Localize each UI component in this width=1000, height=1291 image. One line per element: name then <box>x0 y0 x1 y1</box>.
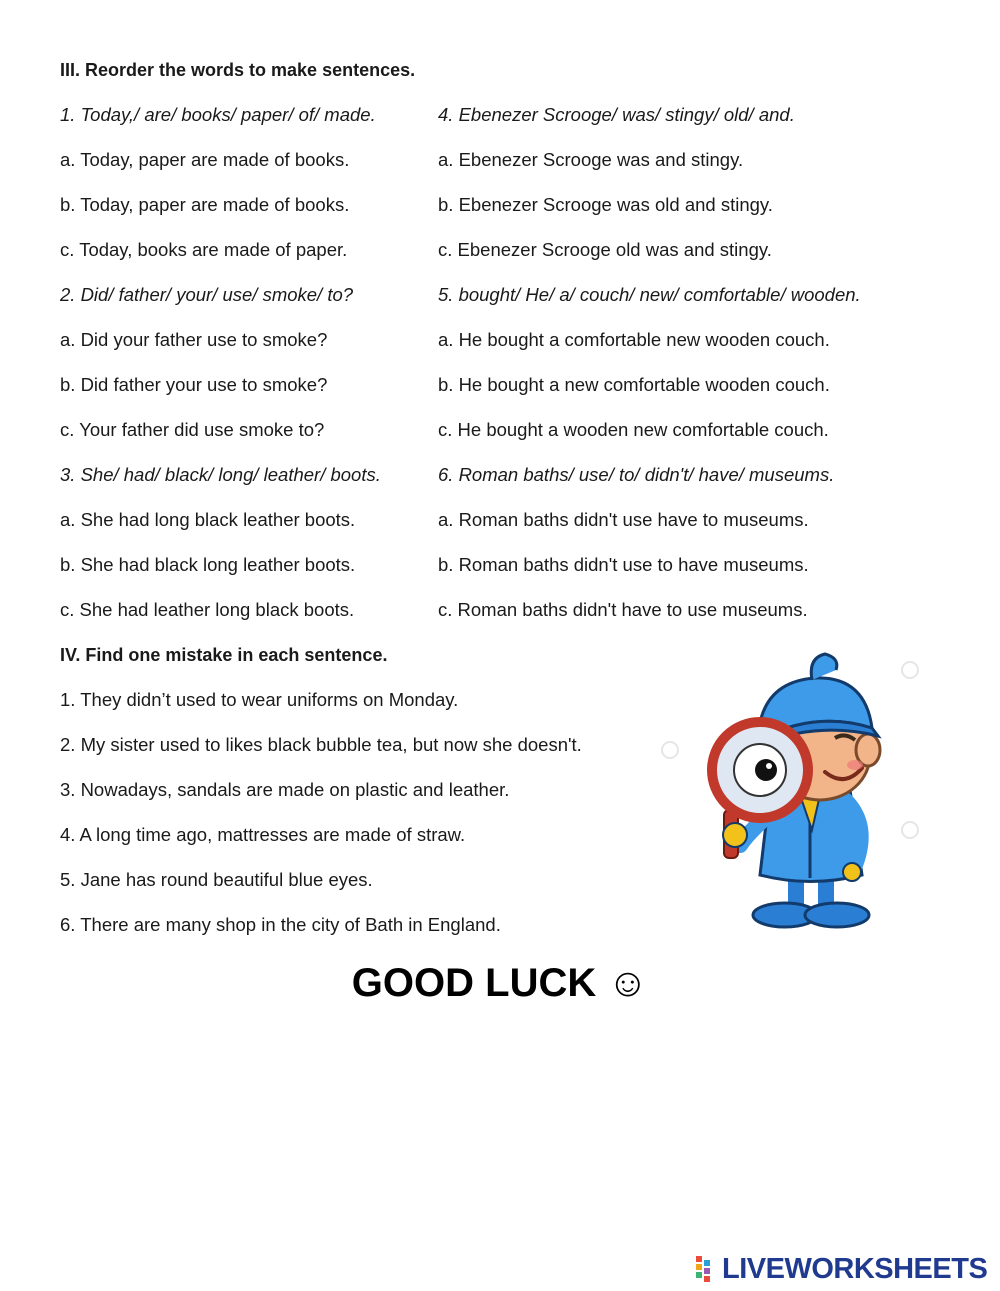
question-2-prompt: 2. Did/ father/ your/ use/ smoke/ to? <box>60 284 354 305</box>
question-1-prompt: 1. Today,/ are/ books/ paper/ of/ made. <box>60 104 376 125</box>
question-3-option-a: a. She had long black leather boots. <box>60 509 356 530</box>
detective-icon <box>640 640 970 940</box>
question-6-prompt: 6. Roman baths/ use/ to/ didn't/ have/ museums. <box>438 464 835 485</box>
question-2-option-c: c. Your father did use smoke to? <box>60 419 325 440</box>
mistake-sentence-3: 3. Nowadays, sandals are made on plastic and leather. <box>60 779 510 800</box>
mistake-sentence-6: 6. There are many shop in the city of Bath in England. <box>60 914 501 935</box>
mistake-sentence-5: 5. Jane has round beautiful blue eyes. <box>60 869 373 890</box>
section-3-heading: III. Reorder the words to make sentences. <box>60 60 416 80</box>
good-luck-message: GOOD LUCK ☺ <box>351 961 649 1005</box>
question-6-option-a: a. Roman baths didn't use have to museums. <box>438 509 809 530</box>
question-4-option-c: c. Ebenezer Scrooge old was and stingy. <box>438 239 772 260</box>
question-3-prompt: 3. She/ had/ black/ long/ leather/ boots. <box>60 464 381 485</box>
section-4-heading: IV. Find one mistake in each sentence. <box>60 645 388 665</box>
question-2-option-b: b. Did father your use to smoke? <box>60 374 328 395</box>
mistake-sentence-1: 1. They didn’t used to wear uniforms on Monday. <box>60 689 459 710</box>
question-2-option-a: a. Did your father use to smoke? <box>60 329 328 350</box>
question-4-prompt: 4. Ebenezer Scrooge/ was/ stingy/ old/ and. <box>438 104 795 125</box>
question-5-option-c: c. He bought a wooden new comfortable couch. <box>438 419 829 440</box>
brand-name: LIVEWORKSHEETS <box>722 1252 988 1285</box>
question-1-option-c: c. Today, books are made of paper. <box>60 239 348 260</box>
mistake-sentence-2: 2. My sister used to likes black bubble tea, but now she doesn't. <box>60 734 582 755</box>
question-6-option-b: b. Roman baths didn't use to have museums. <box>438 554 809 575</box>
question-1-option-b: b. Today, paper are made of books. <box>60 194 350 215</box>
question-3-option-c: c. She had leather long black boots. <box>60 599 355 620</box>
liveworksheets-logo <box>696 1253 987 1285</box>
question-5-prompt: 5. bought/ He/ a/ couch/ new/ comfortable/ wooden. <box>438 284 861 305</box>
question-1-option-a: a. Today, paper are made of books. <box>60 149 350 170</box>
question-6-option-c: c. Roman baths didn't have to use museums. <box>438 599 808 620</box>
question-4-option-a: a. Ebenezer Scrooge was and stingy. <box>438 149 744 170</box>
question-4-option-b: b. Ebenezer Scrooge was old and stingy. <box>438 194 773 215</box>
question-5-option-b: b. He bought a new comfortable wooden couch. <box>438 374 830 395</box>
mistake-sentence-4: 4. A long time ago, mattresses are made of straw. <box>60 824 466 845</box>
question-5-option-a: a. He bought a comfortable new wooden couch. <box>438 329 830 350</box>
question-3-option-b: b. She had black long leather boots. <box>60 554 356 575</box>
logo-blocks-icon <box>696 1256 718 1282</box>
